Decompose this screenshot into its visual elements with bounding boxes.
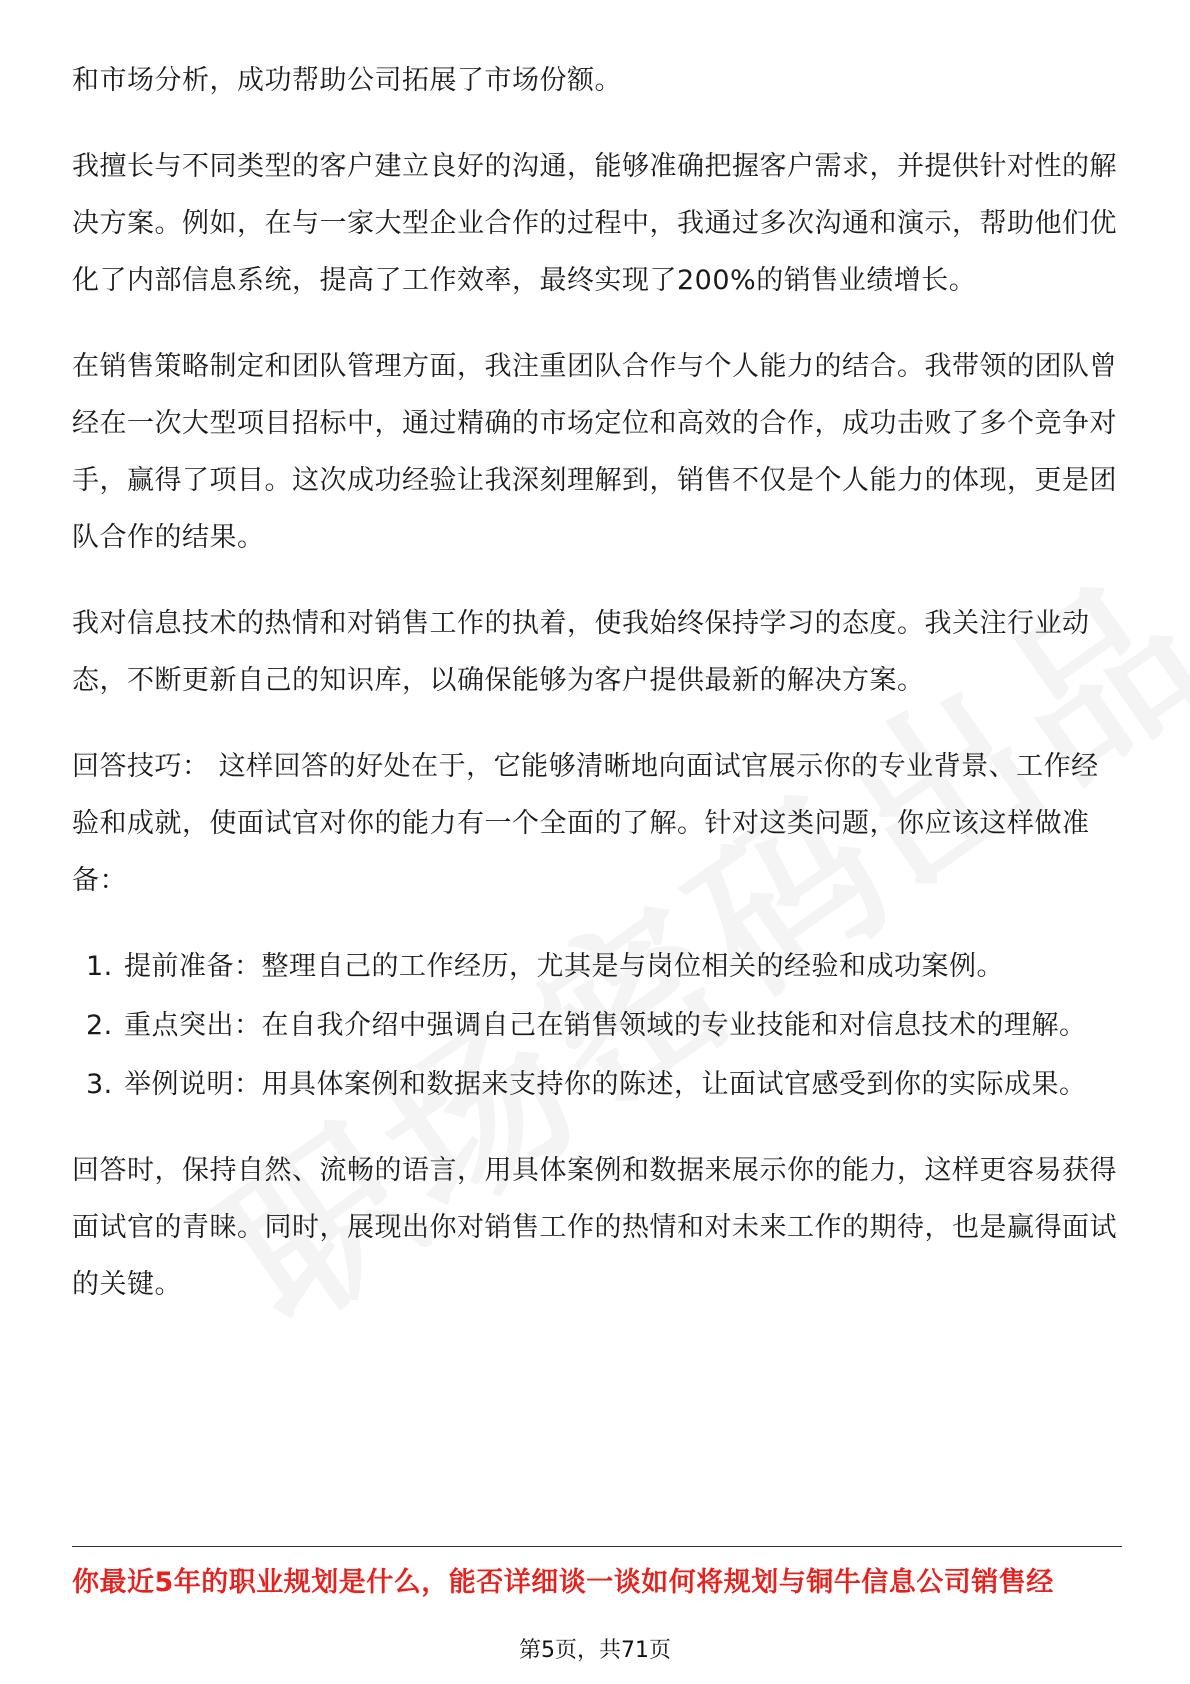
paragraph-passion: 我对信息技术的热情和对销售工作的执着，使我始终保持学习的态度。我关注行业动态，不断更新自己的知识库，以确保能够为客户提供最新的解决方案。 (72, 608, 1090, 696)
list-item-text: 提前准备：整理自己的工作经历，尤其是与岗位相关的经验和成功案例。 (124, 951, 1004, 982)
section-divider (72, 1546, 1122, 1547)
list-item (72, 938, 1122, 995)
next-question-heading: 你最近5年的职业规划是什么，能否详细谈一谈如何将规划与铜牛信息公司销售经 (72, 1567, 1054, 1598)
paragraph-answer-tips: 回答技巧： 这样回答的好处在于，它能够清晰地向面试官展示你的专业背景、工作经验和成就，使面试官对你的能力有一个全面的了解。针对这类问题，你应该这样做准备： (72, 751, 1099, 896)
document-body (72, 52, 1122, 1342)
page-indicator: 第5页，共71页 (519, 1638, 671, 1663)
list-item-text: 举例说明：用具体案例和数据来支持你的陈述，让面试官感受到你的实际成果。 (124, 1069, 1087, 1100)
list-item-number: 3. (86, 1069, 113, 1100)
list-item-number: 2. (86, 1010, 113, 1041)
list-item (72, 997, 1122, 1054)
list-item-text: 重点突出：在自我介绍中强调自己在销售领域的专业技能和对信息技术的理解。 (124, 1010, 1087, 1041)
paragraph-customer-communication: 我擅长与不同类型的客户建立良好的沟通，能够准确把握客户需求，并提供针对性的解决方案。例如，在与一家大型企业合作的过程中，我通过多次沟通和演示，帮助他们优化了内部信息系统，提高了工作效率，最终实现了200%的销售业绩增长。 (72, 151, 1117, 296)
paragraph-market-analysis: 和市场分析，成功帮助公司拓展了市场份额。 (72, 65, 622, 96)
list-item-number: 1. (86, 951, 113, 982)
list-item (72, 1056, 1122, 1113)
tips-list (72, 938, 1122, 1113)
paragraph-team-management: 在销售策略制定和团队管理方面，我注重团队合作与个人能力的结合。我带领的团队曾经在一次大型项目招标中，通过精确的市场定位和高效的合作，成功击败了多个竞争对手，赢得了项目。这次成功经验让我深刻理解到，销售不仅是个人能力的体现，更是团队合作的结果。 (72, 351, 1117, 553)
paragraph-closing: 回答时，保持自然、流畅的语言，用具体案例和数据来展示你的能力，这样更容易获得面试官的青睐。同时，展现出你对销售工作的热情和对未来工作的期待，也是赢得面试的关键。 (72, 1155, 1117, 1300)
